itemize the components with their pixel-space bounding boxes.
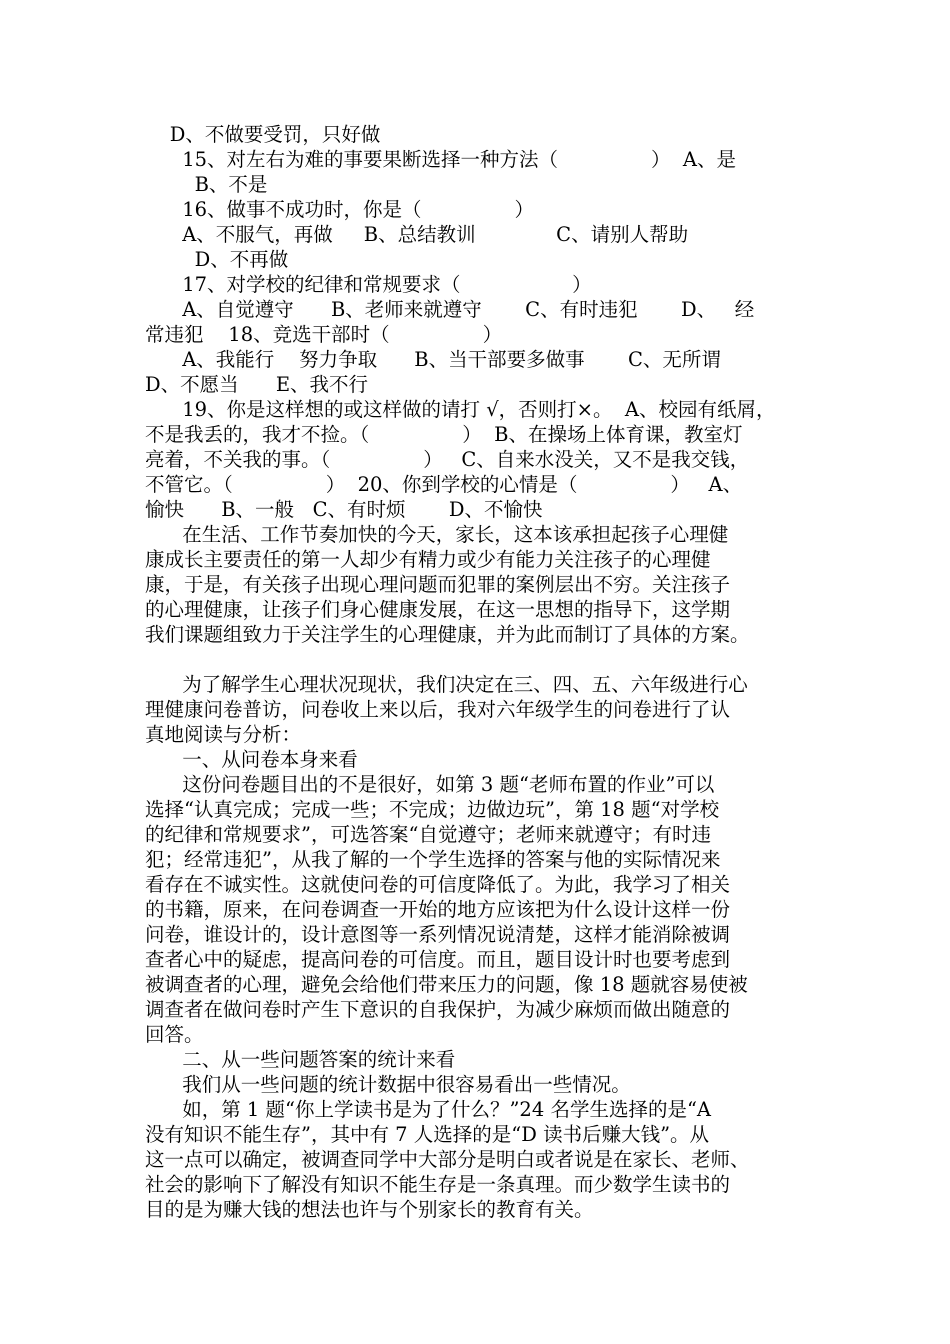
text-line: D、不愿当 E、我不行 — [145, 373, 369, 396]
text-line: 15、对左右为难的事要果断选择一种方法（ ） A、是 — [145, 148, 736, 171]
text-line: 目的是为赚大钱的想法也许与个别家长的教育有关。 — [145, 1198, 594, 1221]
text-line: D、不再做 — [145, 248, 289, 271]
text-line: 亮着，不关我的事。（ ） C、自来水没关，又不是我交钱， — [145, 448, 750, 471]
text-line: 如，第 1 题“你上学读书是为了什么？”24 名学生选择的是“A — [145, 1098, 711, 1121]
text-line: 的纪律和常规要求”，可选答案“自觉遵守；老师来就遵守；有时违 — [145, 823, 711, 846]
document-page — [145, 122, 810, 1222]
text-line: 康成长主要责任的第一人却少有精力或少有能力关注孩子的心理健 — [145, 548, 711, 571]
text-line: 为了解学生心理状况现状，我们决定在三、四、五、六年级进行心 — [145, 673, 748, 696]
text-line: 问卷，谁设计的，设计意图等一系列情况说清楚，这样才能消除被调 — [145, 923, 731, 946]
text-line: 二、从一些问题答案的统计来看 — [145, 1048, 456, 1071]
text-line: A、不服气，再做 B、总结教训 C、请别人帮助 — [145, 223, 689, 246]
text-line: 不管它。（ ） 20、你到学校的心情是（ ） A、 — [145, 473, 743, 496]
text-line: B、不是 — [145, 173, 268, 196]
text-line: 回答。 — [145, 1023, 204, 1046]
text-line: 我们从一些问题的统计数据中很容易看出一些情况。 — [145, 1073, 631, 1096]
text-line: 康，于是，有关孩子出现心理问题而犯罪的案例层出不穷。关注孩子 — [145, 573, 731, 596]
text-line: 真地阅读与分析： — [145, 723, 302, 746]
text-line: 理健康问卷普访，问卷收上来以后，我对六年级学生的问卷进行了认 — [145, 698, 731, 721]
text-line: 我们课题组致力于关注学生的心理健康，并为此而制订了具体的方案。 — [145, 623, 750, 646]
text-line: 常违犯 18、竞选干部时（ ） — [145, 323, 503, 346]
text-line: 调查者在做问卷时产生下意识的自我保护，为减少麻烦而做出随意的 — [145, 998, 731, 1021]
text-line: 19、你是这样想的或这样做的请打 √，否则打×。 A、校园有纸屑， — [145, 398, 776, 421]
text-line: 的心理健康，让孩子们身心健康发展，在这一思想的指导下，这学期 — [145, 598, 731, 621]
text-line: 17、对学校的纪律和常规要求（ ） — [145, 273, 592, 296]
text-line: 看存在不诚实性。这就使问卷的可信度降低了。为此，我学习了相关 — [145, 873, 731, 896]
text-line: 查者心中的疑虑，提高问卷的可信度。而且，题目设计时也要考虑到 — [145, 948, 731, 971]
text-line — [145, 647, 810, 672]
text-line: 在生活、工作节奏加快的今天，家长，这本该承担起孩子心理健 — [145, 523, 729, 546]
text-line: 选择“认真完成；完成一些；不完成；边做边玩”，第 18 题“对学校 — [145, 798, 720, 821]
text-line: A、自觉遵守 B、老师来就遵守 C、有时违犯 D、 经 — [145, 298, 755, 321]
text-line: 犯；经常违犯”，从我了解的一个学生选择的答案与他的实际情况来 — [145, 848, 721, 871]
text-line: A、我能行 努力争取 B、当干部要多做事 C、无所谓 — [145, 348, 721, 371]
text-line: 的书籍，原来，在问卷调查一开始的地方应该把为什么设计这样一份 — [145, 898, 731, 921]
text-line: 社会的影响下了解没有知识不能生存是一条真理。而少数学生读书的 — [145, 1173, 731, 1196]
text-line: 一、从问卷本身来看 — [145, 748, 358, 771]
text-line: 这份问卷题目出的不是很好，如第 3 题“老师布置的作业”可以 — [145, 773, 715, 796]
text-line: 16、做事不成功时，你是（ ） — [145, 198, 534, 221]
text-line: 这一点可以确定，被调查同学中大部分是明白或者说是在家长、老师、 — [145, 1148, 750, 1171]
text-line: 没有知识不能生存”，其中有 7 人选择的是“D 读书后赚大钱”。从 — [145, 1123, 710, 1146]
text-line: 愉快 B、一般 C、有时烦 D、不愉快 — [145, 498, 543, 521]
text-line: 被调查者的心理，避免会给他们带来压力的问题，像 18 题就容易使被 — [145, 973, 748, 996]
text-line: 不是我丢的，我才不捡。（ ） B、在操场上体育课，教室灯 — [145, 423, 743, 446]
text-line: D、不做要受罚，只好做 — [145, 123, 381, 146]
